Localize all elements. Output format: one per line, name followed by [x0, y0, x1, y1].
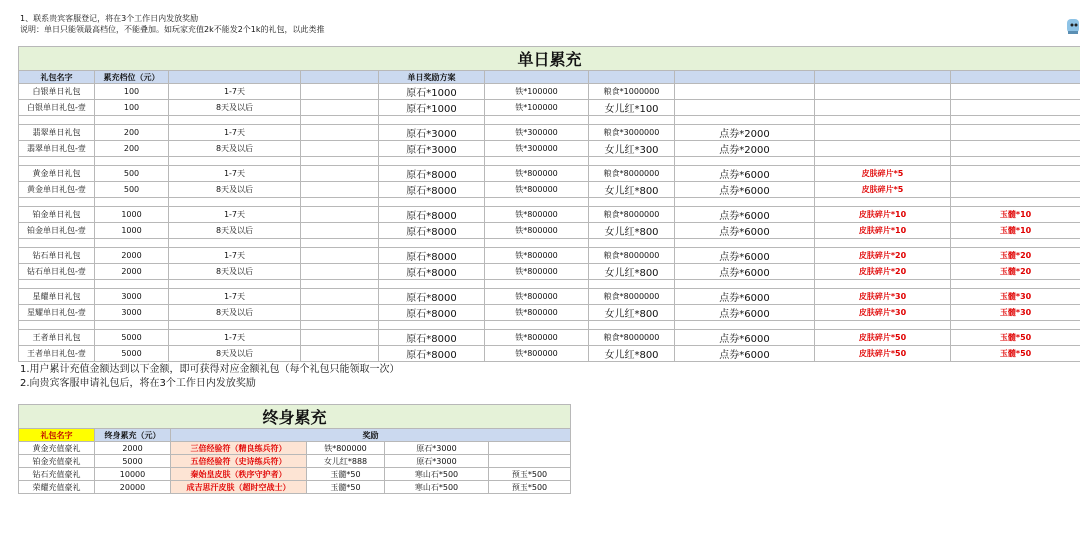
table-cell: 8天及以后	[169, 305, 301, 321]
spacer-cell	[951, 280, 1080, 289]
spacer-cell	[19, 321, 95, 330]
spacer-cell	[815, 198, 951, 207]
table-cell: 铁*800000	[307, 442, 385, 455]
table-cell: 点券*2000	[675, 125, 815, 141]
table-cell: 8天及以后	[169, 141, 301, 157]
table-cell	[675, 100, 815, 116]
table-cell: 点券*6000	[675, 330, 815, 346]
spacer-row	[19, 239, 1080, 248]
spacer-cell	[815, 116, 951, 125]
daily-header-col-9	[951, 71, 1080, 84]
table-cell: 2000	[95, 442, 171, 455]
table-cell: 原石*8000	[379, 305, 485, 321]
daily-header-col-4: 单日奖励方案	[379, 71, 485, 84]
table-row	[19, 100, 1080, 116]
table-cell: 钻石单日礼包	[19, 248, 95, 264]
spacer-cell	[379, 321, 485, 330]
table-cell: 8天及以后	[169, 264, 301, 280]
spacer-cell	[589, 280, 675, 289]
table-cell	[815, 141, 951, 157]
table-cell: 1-7天	[169, 84, 301, 100]
table-cell: 5000	[95, 455, 171, 468]
spacer-cell	[589, 321, 675, 330]
table-cell: 铁*800000	[485, 330, 589, 346]
spacer-cell	[301, 321, 379, 330]
spacer-cell	[815, 157, 951, 166]
table-cell: 点券*2000	[675, 141, 815, 157]
table-cell: 预玉*500	[489, 481, 571, 494]
spacer-cell	[95, 280, 169, 289]
table-cell: 铂金单日礼包-壹	[19, 223, 95, 239]
table-cell: 点券*6000	[675, 305, 815, 321]
table-cell	[301, 166, 379, 182]
lifetime-header-name: 礼包名字	[19, 429, 95, 442]
table-cell	[489, 455, 571, 468]
table-cell: 5000	[95, 346, 169, 362]
table-cell: 铂金充值豪礼	[19, 455, 95, 468]
spacer-cell	[675, 239, 815, 248]
table-cell: 原石*1000	[379, 84, 485, 100]
spacer-cell	[95, 116, 169, 125]
spacer-cell	[169, 239, 301, 248]
spacer-row	[19, 321, 1080, 330]
spacer-cell	[589, 157, 675, 166]
table-cell: 1-7天	[169, 248, 301, 264]
spacer-row	[19, 198, 1080, 207]
spacer-cell	[379, 280, 485, 289]
table-cell: 女儿红*800	[589, 264, 675, 280]
table-cell: 翡翠单日礼包-壹	[19, 141, 95, 157]
table-cell: 点券*6000	[675, 346, 815, 362]
table-cell: 1000	[95, 223, 169, 239]
table-cell: 皮肤碎片*5	[815, 166, 951, 182]
table-cell: 100	[95, 100, 169, 116]
table-row	[19, 166, 1080, 182]
spacer-cell	[815, 321, 951, 330]
rules-line-2: 2.向贵宾客服申请礼包后，将在3个工作日内发放奖励	[20, 378, 256, 389]
table-cell: 3000	[95, 305, 169, 321]
table-cell: 原石*8000	[379, 346, 485, 362]
table-cell	[951, 182, 1080, 198]
table-cell: 原石*8000	[379, 166, 485, 182]
table-cell: 女儿红*100	[589, 100, 675, 116]
table-cell: 铁*800000	[485, 264, 589, 280]
table-cell: 荣耀充值豪礼	[19, 481, 95, 494]
table-cell: 铁*100000	[485, 84, 589, 100]
table-cell	[301, 289, 379, 305]
table-cell	[675, 84, 815, 100]
spacer-cell	[169, 116, 301, 125]
table-cell: 玉髓*10	[951, 223, 1080, 239]
table-cell: 原石*3000	[385, 442, 489, 455]
table-cell: 2000	[95, 264, 169, 280]
table-cell: 1-7天	[169, 166, 301, 182]
table-row	[19, 289, 1080, 305]
spacer-cell	[169, 157, 301, 166]
table-cell: 10000	[95, 468, 171, 481]
table-cell: 成吉思汗皮肤（超时空战士）	[171, 481, 307, 494]
table-row	[19, 223, 1080, 239]
table-cell: 铁*300000	[485, 125, 589, 141]
table-cell	[301, 305, 379, 321]
spacer-cell	[301, 116, 379, 125]
table-cell: 玉髓*50	[951, 330, 1080, 346]
table-cell: 1000	[95, 207, 169, 223]
daily-header-col-2	[169, 71, 301, 84]
table-row	[19, 346, 1080, 362]
spacer-cell	[95, 239, 169, 248]
table-cell: 200	[95, 141, 169, 157]
table-cell: 皮肤碎片*50	[815, 330, 951, 346]
spacer-cell	[301, 239, 379, 248]
table-cell: 8天及以后	[169, 100, 301, 116]
table-cell: 原石*3000	[379, 125, 485, 141]
table-cell: 2000	[95, 248, 169, 264]
spacer-cell	[379, 157, 485, 166]
table-cell: 原石*1000	[379, 100, 485, 116]
table-cell: 8天及以后	[169, 182, 301, 198]
table-row	[19, 481, 571, 494]
app-mascot-icon	[1064, 16, 1080, 36]
spacer-cell	[675, 280, 815, 289]
table-cell: 铁*800000	[485, 182, 589, 198]
spacer-cell	[95, 157, 169, 166]
table-row	[19, 207, 1080, 223]
table-cell: 点券*6000	[675, 248, 815, 264]
spacer-row	[19, 157, 1080, 166]
table-cell: 200	[95, 125, 169, 141]
table-cell: 点券*6000	[675, 207, 815, 223]
table-cell: 铁*800000	[485, 346, 589, 362]
table-cell: 玉髓*30	[951, 305, 1080, 321]
table-cell	[301, 182, 379, 198]
table-cell: 王者单日礼包	[19, 330, 95, 346]
spacer-cell	[485, 116, 589, 125]
table-cell: 20000	[95, 481, 171, 494]
spacer-cell	[485, 198, 589, 207]
table-cell: 钻石单日礼包-壹	[19, 264, 95, 280]
table-cell	[951, 125, 1080, 141]
spacer-cell	[169, 198, 301, 207]
table-cell: 白银单日礼包	[19, 84, 95, 100]
table-cell: 1-7天	[169, 330, 301, 346]
table-cell: 黄金单日礼包-壹	[19, 182, 95, 198]
table-cell: 五倍经验符（史诗练兵符）	[171, 455, 307, 468]
table-cell: 皮肤碎片*10	[815, 207, 951, 223]
spacer-cell	[589, 239, 675, 248]
daily-header-col-6	[589, 71, 675, 84]
table-cell: 原石*8000	[379, 264, 485, 280]
spacer-cell	[485, 239, 589, 248]
table-cell	[951, 141, 1080, 157]
spacer-cell	[675, 321, 815, 330]
table-cell: 原石*8000	[379, 207, 485, 223]
table-cell: 粮食*8000000	[589, 207, 675, 223]
spacer-row	[19, 116, 1080, 125]
spacer-cell	[379, 239, 485, 248]
table-cell	[815, 84, 951, 100]
spacer-cell	[485, 280, 589, 289]
table-cell: 玉髓*20	[951, 264, 1080, 280]
table-cell: 500	[95, 182, 169, 198]
table-cell: 女儿红*800	[589, 346, 675, 362]
table-cell: 星耀单日礼包	[19, 289, 95, 305]
table-cell: 点券*6000	[675, 289, 815, 305]
note-line-2: 说明：单日只能领最高档位，不能叠加。如玩家充值2k不能发2个1k的礼包，以此类推	[20, 25, 325, 34]
rules-line-1: 1.用户累计充值金额达到以下金额，即可获得对应金额礼包（每个礼包只能领取一次）	[20, 364, 400, 375]
spacer-cell	[379, 116, 485, 125]
table-row	[19, 442, 571, 455]
lifetime-title: 终身累充	[19, 405, 571, 429]
table-cell: 粮食*8000000	[589, 289, 675, 305]
table-cell: 三倍经验符（精良练兵符）	[171, 442, 307, 455]
spacer-cell	[301, 198, 379, 207]
spacer-cell	[19, 198, 95, 207]
table-cell: 原石*3000	[385, 455, 489, 468]
table-cell: 女儿红*800	[589, 223, 675, 239]
table-cell: 寒山石*500	[385, 481, 489, 494]
spacer-cell	[19, 280, 95, 289]
daily-header-col-3	[301, 71, 379, 84]
table-cell: 1-7天	[169, 125, 301, 141]
spacer-cell	[169, 280, 301, 289]
daily-title: 单日累充	[19, 47, 1080, 71]
table-cell: 黄金充值豪礼	[19, 442, 95, 455]
daily-header-col-1: 累充档位（元）	[95, 71, 169, 84]
table-cell: 星耀单日礼包-壹	[19, 305, 95, 321]
table-cell: 原石*8000	[379, 289, 485, 305]
table-cell: 铁*800000	[485, 305, 589, 321]
table-cell: 女儿红*300	[589, 141, 675, 157]
table-cell: 玉髓*50	[951, 346, 1080, 362]
table-cell	[951, 166, 1080, 182]
table-cell: 铁*800000	[485, 248, 589, 264]
table-cell	[815, 100, 951, 116]
table-cell: 原石*8000	[379, 330, 485, 346]
spacer-cell	[951, 116, 1080, 125]
spacer-cell	[169, 321, 301, 330]
table-cell: 钻石充值豪礼	[19, 468, 95, 481]
spacer-cell	[485, 157, 589, 166]
table-row	[19, 305, 1080, 321]
table-cell	[301, 125, 379, 141]
table-cell: 王者单日礼包-壹	[19, 346, 95, 362]
spacer-row	[19, 280, 1080, 289]
spacer-cell	[815, 280, 951, 289]
table-row	[19, 248, 1080, 264]
table-cell	[301, 330, 379, 346]
spacer-cell	[951, 321, 1080, 330]
table-cell: 皮肤碎片*10	[815, 223, 951, 239]
table-cell: 皮肤碎片*30	[815, 289, 951, 305]
table-cell: 点券*6000	[675, 264, 815, 280]
table-cell	[301, 141, 379, 157]
table-cell: 秦始皇皮肤（秩序守护者）	[171, 468, 307, 481]
table-cell: 原石*8000	[379, 223, 485, 239]
note-line-1: 1、联系贵宾客服登记，将在3个工作日内发放奖励	[20, 14, 199, 23]
spacer-cell	[951, 239, 1080, 248]
table-cell: 玉髓*50	[307, 481, 385, 494]
table-cell	[301, 248, 379, 264]
spacer-cell	[589, 116, 675, 125]
daily-header-col-5	[485, 71, 589, 84]
table-cell	[301, 264, 379, 280]
table-cell	[815, 125, 951, 141]
table-cell: 皮肤碎片*20	[815, 248, 951, 264]
table-cell: 5000	[95, 330, 169, 346]
table-cell: 铁*800000	[485, 166, 589, 182]
spacer-cell	[485, 321, 589, 330]
spacer-cell	[379, 198, 485, 207]
spacer-cell	[951, 157, 1080, 166]
table-cell: 粮食*8000000	[589, 330, 675, 346]
table-row	[19, 141, 1080, 157]
table-cell: 点券*6000	[675, 182, 815, 198]
table-cell: 100	[95, 84, 169, 100]
table-cell: 白银单日礼包-壹	[19, 100, 95, 116]
table-cell: 铂金单日礼包	[19, 207, 95, 223]
table-cell: 女儿红*888	[307, 455, 385, 468]
table-cell: 玉髓*10	[951, 207, 1080, 223]
table-cell: 8天及以后	[169, 223, 301, 239]
table-cell: 女儿红*800	[589, 305, 675, 321]
table-row	[19, 84, 1080, 100]
spacer-cell	[19, 116, 95, 125]
spacer-cell	[301, 280, 379, 289]
table-cell: 皮肤碎片*30	[815, 305, 951, 321]
table-cell	[301, 223, 379, 239]
table-cell: 原石*8000	[379, 248, 485, 264]
table-cell	[951, 84, 1080, 100]
table-cell	[489, 442, 571, 455]
table-cell: 粮食*3000000	[589, 125, 675, 141]
table-cell: 预玉*500	[489, 468, 571, 481]
table-cell: 玉髓*20	[951, 248, 1080, 264]
spacer-cell	[675, 157, 815, 166]
table-cell: 500	[95, 166, 169, 182]
table-row	[19, 330, 1080, 346]
lifetime-header-reward: 奖励	[171, 429, 571, 442]
daily-header-col-0: 礼包名字	[19, 71, 95, 84]
table-cell: 女儿红*800	[589, 182, 675, 198]
table-cell: 玉髓*50	[307, 468, 385, 481]
table-cell: 1-7天	[169, 289, 301, 305]
table-cell: 皮肤碎片*20	[815, 264, 951, 280]
table-cell: 3000	[95, 289, 169, 305]
table-row	[19, 468, 571, 481]
table-cell: 粮食*8000000	[589, 166, 675, 182]
spacer-cell	[95, 321, 169, 330]
table-cell: 粮食*8000000	[589, 248, 675, 264]
table-row	[19, 125, 1080, 141]
daily-header-col-8	[815, 71, 951, 84]
spacer-cell	[19, 157, 95, 166]
table-cell: 寒山石*500	[385, 468, 489, 481]
table-row	[19, 182, 1080, 198]
table-cell: 铁*300000	[485, 141, 589, 157]
table-cell: 8天及以后	[169, 346, 301, 362]
table-cell	[951, 100, 1080, 116]
lifetime-header-amount: 终身累充（元）	[95, 429, 171, 442]
table-cell: 黄金单日礼包	[19, 166, 95, 182]
table-cell: 铁*800000	[485, 207, 589, 223]
spacer-cell	[675, 198, 815, 207]
spacer-cell	[19, 239, 95, 248]
spacer-cell	[951, 198, 1080, 207]
table-cell: 铁*800000	[485, 289, 589, 305]
spacer-cell	[301, 157, 379, 166]
table-row	[19, 455, 571, 468]
daily-recharge-table	[18, 46, 1080, 362]
spacer-cell	[95, 198, 169, 207]
daily-header-col-7	[675, 71, 815, 84]
table-cell	[301, 100, 379, 116]
lifetime-recharge-table	[18, 404, 571, 494]
table-cell: 翡翠单日礼包	[19, 125, 95, 141]
table-cell: 铁*100000	[485, 100, 589, 116]
spacer-cell	[675, 116, 815, 125]
table-cell: 皮肤碎片*5	[815, 182, 951, 198]
table-row	[19, 264, 1080, 280]
table-cell	[301, 207, 379, 223]
table-cell: 原石*3000	[379, 141, 485, 157]
table-cell: 皮肤碎片*50	[815, 346, 951, 362]
spacer-cell	[815, 239, 951, 248]
table-cell: 玉髓*30	[951, 289, 1080, 305]
spacer-cell	[589, 198, 675, 207]
table-cell: 铁*800000	[485, 223, 589, 239]
table-cell	[301, 346, 379, 362]
table-cell: 粮食*1000000	[589, 84, 675, 100]
table-cell: 1-7天	[169, 207, 301, 223]
table-cell: 原石*8000	[379, 182, 485, 198]
table-cell: 点券*6000	[675, 166, 815, 182]
table-cell: 点券*6000	[675, 223, 815, 239]
table-cell	[301, 84, 379, 100]
